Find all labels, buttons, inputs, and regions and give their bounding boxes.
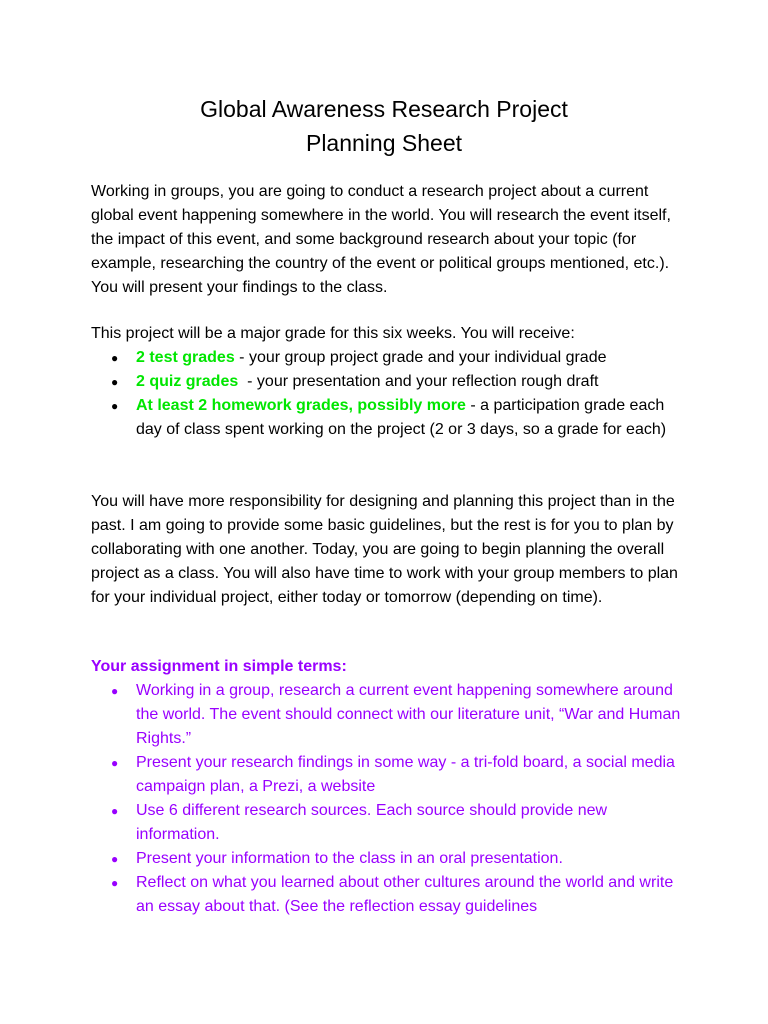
list-item (91, 346, 691, 370)
assignment-item-text: Reflect on what you learned about other cultures around the world and write an essay about that. (See the reflection essay guidelines (136, 874, 674, 915)
title-line-2: Planning Sheet (305, 130, 462, 156)
assignment-item-text: Use 6 different research sources. Each source should provide new information. (136, 802, 608, 843)
bullet-icon: ● (111, 756, 119, 770)
grade-description: - a participation grade each day of class spent working on the project (2 or 3 days, so a grade for each) (136, 397, 667, 438)
document-title (0, 92, 768, 160)
grade-description: - your presentation and your reflection rough draft (238, 373, 599, 390)
assignment-item-text: Present your research findings in some way - a tri-fold board, a social media campaign plan, a Prezi, a website (136, 754, 675, 795)
responsibility-paragraph: You will have more responsibility for designing and planning this project than in the past. I am going to provide some basic guidelines, but the rest is for you to plan by collaborating with one another. Today, you are going to begin planning the overall project as a class. You will also have time to work with your group members to plan for your individual project, either today or tomorrow (depending on time). (91, 493, 678, 606)
bullet-icon: ● (111, 684, 119, 698)
list-item (91, 751, 691, 799)
grade-description: - your group project grade and your individual grade (234, 349, 607, 366)
grade-highlight: 2 test grades (136, 349, 235, 366)
bullet-icon: ● (111, 804, 119, 818)
grades-list (91, 346, 691, 442)
list-item (91, 679, 691, 751)
grade-highlight: 2 quiz grades (136, 373, 239, 390)
bullet-icon: ● (111, 876, 119, 890)
bullet-icon: ● (111, 375, 119, 389)
bullet-icon: ● (111, 852, 119, 866)
assignment-heading: Your assignment in simple terms: (91, 658, 347, 675)
assignment-list (91, 679, 691, 919)
assignment-item-text: Working in a group, research a current event happening somewhere around the world. The event should connect with our literature unit, “War and Human Rights.” (136, 682, 681, 747)
list-item (91, 871, 691, 919)
title-line-1: Global Awareness Research Project (200, 96, 568, 122)
list-item (91, 847, 691, 871)
grade-intro: This project will be a major grade for this six weeks. You will receive: (91, 325, 575, 342)
grade-highlight: At least 2 homework grades, possibly more (136, 397, 466, 414)
intro-paragraph: Working in groups, you are going to conduct a research project about a current global event happening somewhere in the world. You will research the event itself, the impact of this event, and some background research about your topic (for example, researching the country of the event or political groups mentioned, etc.). You will present your findings to the class. (91, 183, 671, 296)
bullet-icon: ● (111, 351, 119, 365)
assignment-item-text: Present your information to the class in an oral presentation. (136, 850, 563, 867)
list-item (91, 799, 691, 847)
list-item (91, 394, 691, 442)
list-item (91, 370, 691, 394)
bullet-icon: ● (111, 399, 119, 413)
